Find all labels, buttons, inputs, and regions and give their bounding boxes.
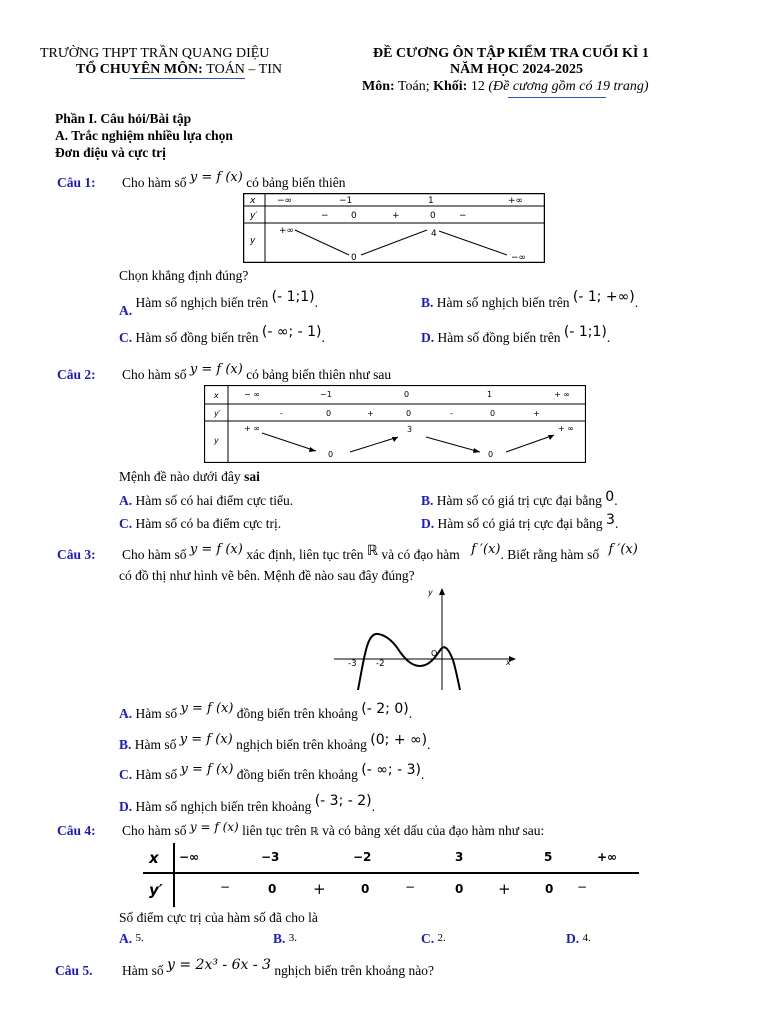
q4-real-set: ℝ: [309, 825, 319, 838]
q2-table-x-head: x: [214, 391, 219, 400]
q2-stem: [122, 362, 392, 384]
school-year: NĂM HỌC 2024-2025: [450, 62, 583, 77]
q5-post: nghịch biến trên khoảng nào?: [274, 963, 435, 978]
q3-option-a-label: A.: [119, 706, 133, 721]
q2-option-d-text: Hàm số có giá trị cực đại bằng: [437, 516, 603, 531]
q1-option-a-text: Hàm số nghịch biến trên: [135, 295, 269, 310]
grade-label: Khối:: [433, 79, 468, 94]
q3-option-a-text: đồng biến trên khoảng: [236, 706, 358, 721]
q1-table-y-max: 4: [431, 229, 437, 239]
subject-value: Toán;: [397, 79, 430, 94]
q2-post: có bảng biến thiên như sau: [246, 367, 392, 382]
q2-pre: Cho hàm số: [122, 367, 187, 382]
header-underline-left: [130, 78, 245, 79]
q1-table-x-3: 1: [428, 196, 434, 206]
q2-table-y-max: 3: [407, 425, 413, 434]
q4-table-x-2: −3: [261, 850, 280, 864]
q1-table-y-min: 0: [351, 253, 357, 263]
q2-question: [119, 469, 260, 485]
q4-option-c-label: C.: [421, 931, 435, 946]
q2-option-b-math: 0: [605, 489, 615, 505]
q4-table-x-5: 5: [544, 850, 553, 864]
q3-option-b-math: (0; + ∞): [370, 732, 428, 748]
q4-table-yp-9: −: [577, 880, 588, 894]
q1-variation-table: [243, 193, 545, 263]
q2-label: Câu 2:: [57, 367, 96, 382]
q3-mid1: xác định, liên tục trên: [246, 547, 364, 562]
q3-option-b-text: nghịch biến trên khoảng: [236, 737, 367, 752]
q1-table-x-1: −∞: [277, 196, 293, 206]
header-underline-right: [508, 97, 606, 98]
q4-option-c-value: 2.: [437, 932, 446, 944]
q1-option-c-math: (- ∞; - 1): [261, 324, 322, 340]
q2-table-x-3: 0: [404, 390, 410, 399]
q2-option-b[interactable]: B. Hàm số có giá trị cực đại bằng 0.: [421, 489, 618, 508]
q3-real-set: ℝ: [366, 543, 378, 559]
q1-table-yp-4: 0: [430, 211, 436, 221]
q4-option-a-label: A.: [119, 931, 133, 946]
q4-mid: liên tục trên: [242, 823, 307, 838]
q3-option-d[interactable]: D. Hàm số nghịch biến trên khoảng (- 3; - 2).: [119, 793, 376, 814]
q1-option-b-label: B.: [421, 295, 434, 310]
q4-table-yp-7: +: [498, 880, 511, 898]
q3-option-c-pre: Hàm số: [135, 767, 178, 782]
q4-stem: [122, 820, 545, 840]
q4-option-a[interactable]: [119, 931, 144, 948]
q1-label: Câu 1:: [57, 175, 96, 190]
q4-option-c[interactable]: [421, 931, 446, 948]
q2-function: y = f (x): [189, 362, 243, 377]
q3-option-a-pre: Hàm số: [135, 706, 178, 721]
q1-option-d-label: D.: [421, 330, 435, 345]
q3-option-d-text: Hàm số nghịch biến trên khoảng: [135, 799, 312, 814]
q4-label: Câu 4:: [57, 823, 96, 838]
q1-option-b-math: (- 1; +∞): [572, 289, 635, 305]
q2-table-yp-1: -: [280, 409, 283, 418]
q5-stem: [122, 957, 435, 979]
q1-table-x-4: +∞: [508, 196, 524, 206]
q4-option-d-value: 4.: [582, 932, 591, 944]
q3-option-c[interactable]: C. Hàm số y = f (x) đồng biến trên khoảng (- ∞; - 3).: [119, 762, 425, 782]
q4-table-x-4: 3: [455, 850, 464, 864]
q4-pre: Cho hàm số: [122, 823, 187, 838]
grade-value: 12: [470, 79, 485, 94]
q1-table-yp-1: −: [321, 211, 329, 221]
subject-label: Môn:: [362, 79, 395, 94]
q3-option-b[interactable]: B. Hàm số y = f (x) nghịch biến trên khoảng (0; + ∞).: [119, 732, 431, 752]
part-heading: Phần I. Câu hỏi/Bài tập: [55, 111, 192, 126]
q4-table-x-3: −2: [353, 850, 372, 864]
q4-table-yp-3: +: [313, 880, 326, 898]
q2-table-x-2: −1: [320, 390, 332, 399]
q2-table-yp-head: y′: [214, 409, 221, 418]
q3-stem: [122, 542, 638, 564]
graph-tick-minus2: -2: [376, 659, 385, 669]
q2-option-d-math: 3: [606, 512, 615, 528]
q2-option-b-label: B.: [421, 493, 434, 508]
q1-option-a-math: (- 1;1): [271, 289, 315, 305]
q3-mid3: . Biết rằng hàm số: [500, 547, 600, 562]
q1-table-x-2: −1: [339, 196, 353, 206]
q2-table-y-min-2: 0: [488, 450, 494, 459]
q4-table-yp-2: 0: [268, 882, 277, 896]
q5-label: Câu 5.: [55, 963, 93, 978]
q3-option-a-fn: y = f (x): [180, 701, 234, 716]
q3-option-c-text: đồng biến trên khoảng: [236, 767, 358, 782]
q2-table-y-start: + ∞: [244, 424, 260, 433]
q2-table-yp-5: -: [450, 409, 453, 418]
q1-option-d-text: Hàm số đồng biến trên: [437, 330, 561, 345]
graph-curve: [358, 634, 460, 690]
topic-heading: Đơn điệu và cực trị: [55, 145, 166, 160]
q4-table-yp-6: 0: [455, 882, 464, 896]
graph-origin: O: [431, 649, 438, 658]
q3-mid2: và có đạo hàm: [381, 547, 460, 562]
q4-table-yp-head: y′: [149, 881, 163, 899]
q2-table-x-5: + ∞: [554, 390, 570, 399]
q1-table-y-end: −∞: [511, 253, 527, 263]
q4-table-x-head: x: [149, 849, 159, 867]
q1-question: Chọn khẳng định đúng?: [119, 268, 249, 283]
subject-line: [362, 79, 648, 95]
q2-option-a-text: Hàm số có hai điểm cực tiểu.: [135, 493, 294, 508]
q2-table-y-head: y: [214, 436, 219, 445]
page-count-note: (Đề cương gồm có 19 trang): [488, 79, 649, 94]
q4-table-yp-4: 0: [361, 882, 370, 896]
q3-option-d-math: (- 3; - 2): [314, 793, 372, 809]
q2-table-y-min-1: 0: [328, 450, 334, 459]
q3-stem-line2: có đồ thị như hình vẽ bên. Mệnh đề nào sau đây đúng?: [119, 568, 415, 583]
q1-option-d-math: (- 1;1): [563, 324, 607, 340]
q3-option-a[interactable]: A. Hàm số y = f (x) đồng biến trên khoảng (- 2; 0).: [119, 701, 413, 721]
q1-table-y-start: +∞: [279, 226, 295, 236]
q2-table-yp-4: 0: [406, 409, 412, 418]
q3-option-c-math: (- ∞; - 3): [361, 762, 421, 778]
q2-table-yp-7: +: [533, 409, 540, 418]
q2-table-y-end: + ∞: [558, 424, 574, 433]
q4-option-b-value: 3.: [288, 932, 298, 944]
q3-derivative-2: f ′(x): [608, 542, 638, 557]
q3-option-b-fn: y = f (x): [179, 732, 233, 747]
q4-sign-table: [143, 843, 639, 907]
q1-option-a[interactable]: A. Hàm số nghịch biến trên (- 1;1).: [119, 289, 318, 318]
q3-option-b-pre: Hàm số: [134, 737, 177, 752]
q1-stem: [122, 170, 346, 192]
q1-post: có bảng biến thiên: [246, 175, 346, 190]
q2-variation-table: [204, 385, 586, 463]
q3-label: Câu 3:: [57, 547, 96, 562]
q4-function: y = f (x): [189, 820, 239, 834]
q4-table-yp-1: −: [220, 880, 231, 894]
school-name: TRƯỜNG THPT TRẦN QUANG DIỆU: [40, 46, 270, 61]
q4-table-yp-8: 0: [545, 882, 554, 896]
q2-question-text: Mệnh đề nào dưới đây: [119, 469, 241, 484]
q2-option-c-text: Hàm số có ba điểm cực trị.: [135, 516, 282, 531]
q4-option-b-label: B.: [273, 931, 286, 946]
q2-option-d-label: D.: [421, 516, 435, 531]
q4-option-d[interactable]: [566, 931, 591, 948]
q4-table-x-1: −∞: [179, 850, 200, 864]
q2-option-a-label: A.: [119, 493, 133, 508]
q1-table-y-head: y: [250, 236, 256, 246]
q4-option-a-value: 5.: [135, 932, 144, 944]
document-title: ĐỀ CƯƠNG ÔN TẬP KIỂM TRA CUỐI KÌ 1: [373, 46, 649, 61]
q1-function: y = f (x): [189, 170, 243, 185]
q2-table-yp-3: +: [367, 409, 374, 418]
q3-derivative-graph: [334, 586, 518, 690]
section-heading: A. Trắc nghiệm nhiều lựa chọn: [55, 128, 233, 143]
q5-pre: Hàm số: [122, 963, 164, 978]
q3-option-d-label: D.: [119, 799, 133, 814]
q2-table-x-4: 1: [487, 390, 493, 399]
q1-table-yp-5: −: [459, 211, 467, 221]
q2-option-a[interactable]: [119, 493, 293, 509]
q3-option-c-label: C.: [119, 767, 133, 782]
q5-function: y = 2x³ - 6x - 3: [167, 957, 271, 973]
q2-option-d[interactable]: D. Hàm số có giá trị cực đại bằng 3.: [421, 512, 619, 531]
q1-table-yp-head: y′: [250, 211, 258, 221]
q1-option-a-label: A.: [119, 303, 133, 318]
q4-post: và có bảng xét dấu của đạo hàm như sau:: [322, 823, 545, 838]
q4-option-b[interactable]: [273, 931, 297, 948]
q2-table-x-1: − ∞: [244, 390, 260, 399]
graph-tick-minus3: -3: [348, 659, 357, 669]
q2-option-c[interactable]: [119, 516, 281, 532]
q3-pre: Cho hàm số: [122, 547, 187, 562]
y-axis-arrow: [439, 588, 445, 595]
q1-option-d[interactable]: D. Hàm số đồng biến trên (- 1;1).: [421, 324, 611, 345]
q1-pre: Cho hàm số: [122, 175, 187, 190]
q4-question: Số điểm cực trị của hàm số đã cho là: [119, 910, 318, 925]
q1-table-yp-3: +: [392, 211, 400, 221]
q2-table-yp-6: 0: [490, 409, 496, 418]
q2-question-emphasis: sai: [244, 469, 260, 484]
department: [76, 62, 282, 78]
q4-option-d-label: D.: [566, 931, 580, 946]
graph-y-label: y: [428, 588, 433, 597]
q3-option-c-fn: y = f (x): [180, 762, 234, 777]
q1-option-c[interactable]: C. Hàm số đồng biến trên (- ∞; - 1).: [119, 324, 325, 345]
q1-table-yp-2: 0: [351, 211, 357, 221]
graph-x-label: x: [506, 658, 511, 667]
q3-option-a-math: (- 2; 0): [361, 701, 409, 717]
q1-option-b[interactable]: B. Hàm số nghịch biến trên (- 1; +∞).: [421, 289, 639, 310]
q3-derivative: f ′(x): [471, 542, 501, 557]
q1-option-b-text: Hàm số nghịch biến trên: [436, 295, 570, 310]
department-label: TỔ CHUYÊN MÔN:: [76, 62, 203, 77]
q3-option-b-label: B.: [119, 737, 132, 752]
q2-table-yp-2: 0: [326, 409, 332, 418]
q2-option-c-label: C.: [119, 516, 133, 531]
q4-table-x-6: +∞: [597, 850, 618, 864]
q3-function: y = f (x): [189, 542, 243, 557]
q2-option-b-text: Hàm số có giá trị cực đại bằng: [436, 493, 602, 508]
q1-option-c-text: Hàm số đồng biến trên: [135, 330, 259, 345]
q1-table-x-head: x: [250, 196, 256, 206]
department-name: TOÁN – TIN: [206, 62, 282, 77]
q4-table-yp-5: −: [405, 880, 416, 894]
q1-option-c-label: C.: [119, 330, 133, 345]
